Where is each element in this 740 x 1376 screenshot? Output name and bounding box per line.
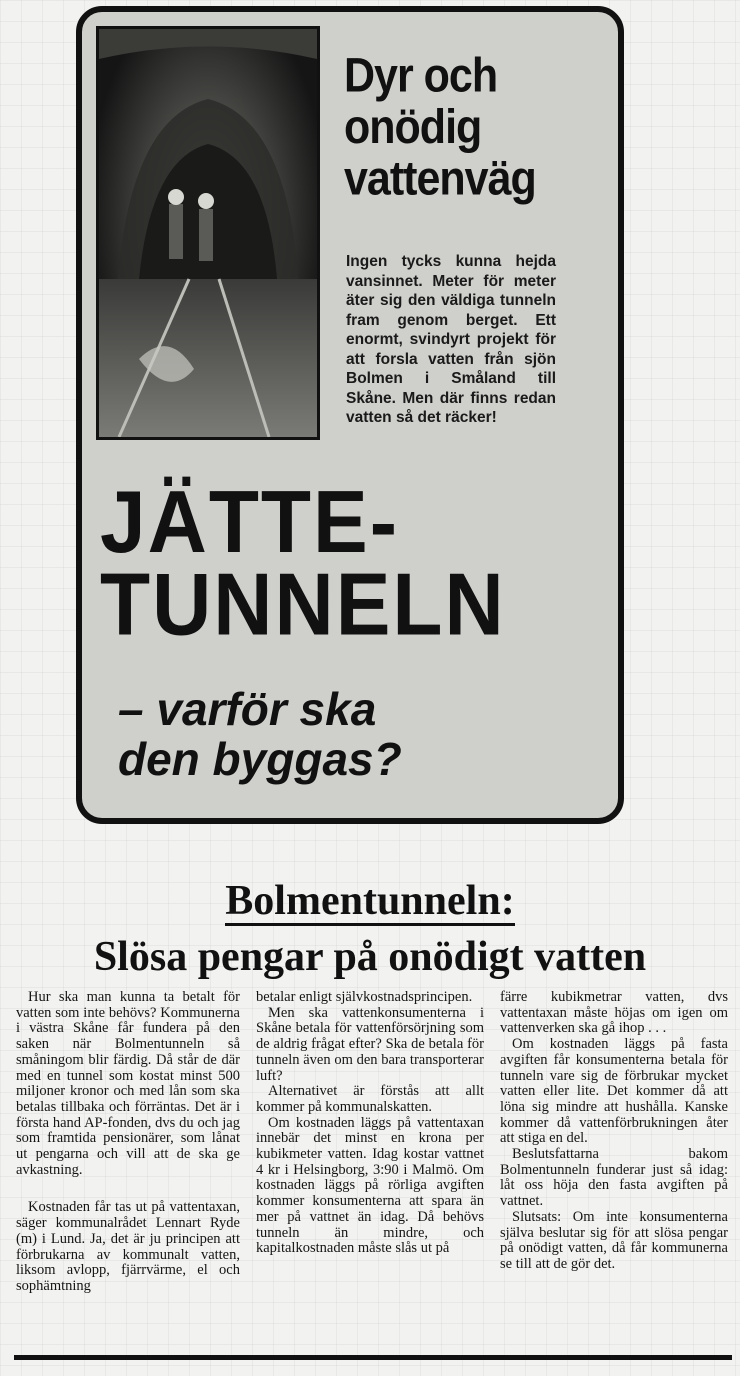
paragraph: Om kostnaden läggs på vattentaxan innebär det minst en krona per kubikmeter vatten. Idag kostar vattnet 4 kr i Helsingborg, 3:90 i Malmö. Om kostnaden läggs på rörliga avgiften kommer konsumenterna att spara än mer på vattnet än idag. Då behövs tunneln än mindre, och kapitalkostnaden måste slås ut på [256, 1114, 484, 1257]
article-column-1 [16, 990, 240, 1295]
headline-line: Dyr och [344, 48, 498, 103]
bottom-rule [14, 1355, 732, 1360]
article-column-2 [256, 990, 484, 1257]
headline-line: vattenväg [344, 151, 536, 206]
paragraph: Alternativet är förstås att allt kommer på kommunalskatten. [256, 1083, 484, 1115]
feature-box [76, 6, 624, 824]
paragraph: betalar enligt självkostnadsprincipen. [256, 989, 473, 1005]
article-title [0, 876, 740, 926]
big-title-line: JÄTTE- [100, 473, 399, 572]
article-title-text: Bolmentunneln: [225, 878, 515, 924]
tunnel-photo [96, 26, 320, 440]
paragraph: Slutsats: Om inte konsumenterna själva beslutar sig för att slösa pengar på onödigt vatten, då får kommunerna se till att de gör det. [500, 1208, 728, 1272]
feature-headline [344, 50, 604, 205]
paragraph: Om kostnaden läggs på fasta avgiften får konsumenterna betala för tunneln vare sig de förbrukar mycket vatten eller lite. Det kommer då att löna sig mindre att hushålla. Kanske kommer då vattenförbrukningen åter att stiga en del. [500, 1036, 728, 1147]
paragraph: färre kubikmetrar vatten, dvs vattentaxan måste höjas om igen om vattenverken ska gå ihop . . . [500, 989, 728, 1037]
feature-big-subtitle [118, 684, 598, 784]
paragraph: Men ska vattenkonsumenterna i Skåne betala för vattenförsörjning som de aldrig frågat efter? Ska de betala för tunneln även om den bara transporterar luft? [256, 1004, 484, 1084]
paragraph: Hur ska man kunna ta betalt för vatten som inte behövs? Kommunerna i västra Skåne får fundera på den saken när Bolmentunneln så småningom blir färdig. Då står de där med en tunnel som kostat minst 500 miljoner kronor och med lån som ska betalas tillbaka och förräntas. Det är i första hand AP-fonden, dvs du och jag som framtida pensionärer, som lånat ut pengarna och vill att de ska ge avkastning. [16, 989, 240, 1178]
feature-lead: Ingen tycks kunna hejda vansinnet. Meter för meter äter sig den väldiga tunneln fram genom berget. Ett enormt, svindyrt projekt för att forsla vatten från sjön Bolmen i Småland till Skåne. Men där finns redan vatten så det räcker! [346, 253, 556, 426]
paragraph: Beslutsfattarna bakom Bolmentunneln funderar just så idag: låt oss höja den fasta avgiften på vattnet. [500, 1146, 728, 1210]
big-title-line: TUNNELN [100, 555, 506, 654]
feature-big-title [100, 473, 610, 654]
tunnel-photo-graphic [99, 29, 317, 437]
headline-line: onödig [344, 100, 482, 155]
article-subtitle: Slösa pengar på onödigt vatten [93, 934, 647, 980]
article-column-3 [500, 990, 728, 1273]
big-subtitle-line: den byggas? [118, 733, 402, 785]
big-subtitle-line: – varför ska [118, 683, 377, 735]
paragraph: Kostnaden får tas ut på vattentaxan, säger kommunalrådet Lennart Ryde (m) i Lund. Ja, det är ju principen att förbrukarna av kommunalt vatten, liksom avlopp, fjärrvärme, el och sophämtning [16, 1199, 240, 1294]
